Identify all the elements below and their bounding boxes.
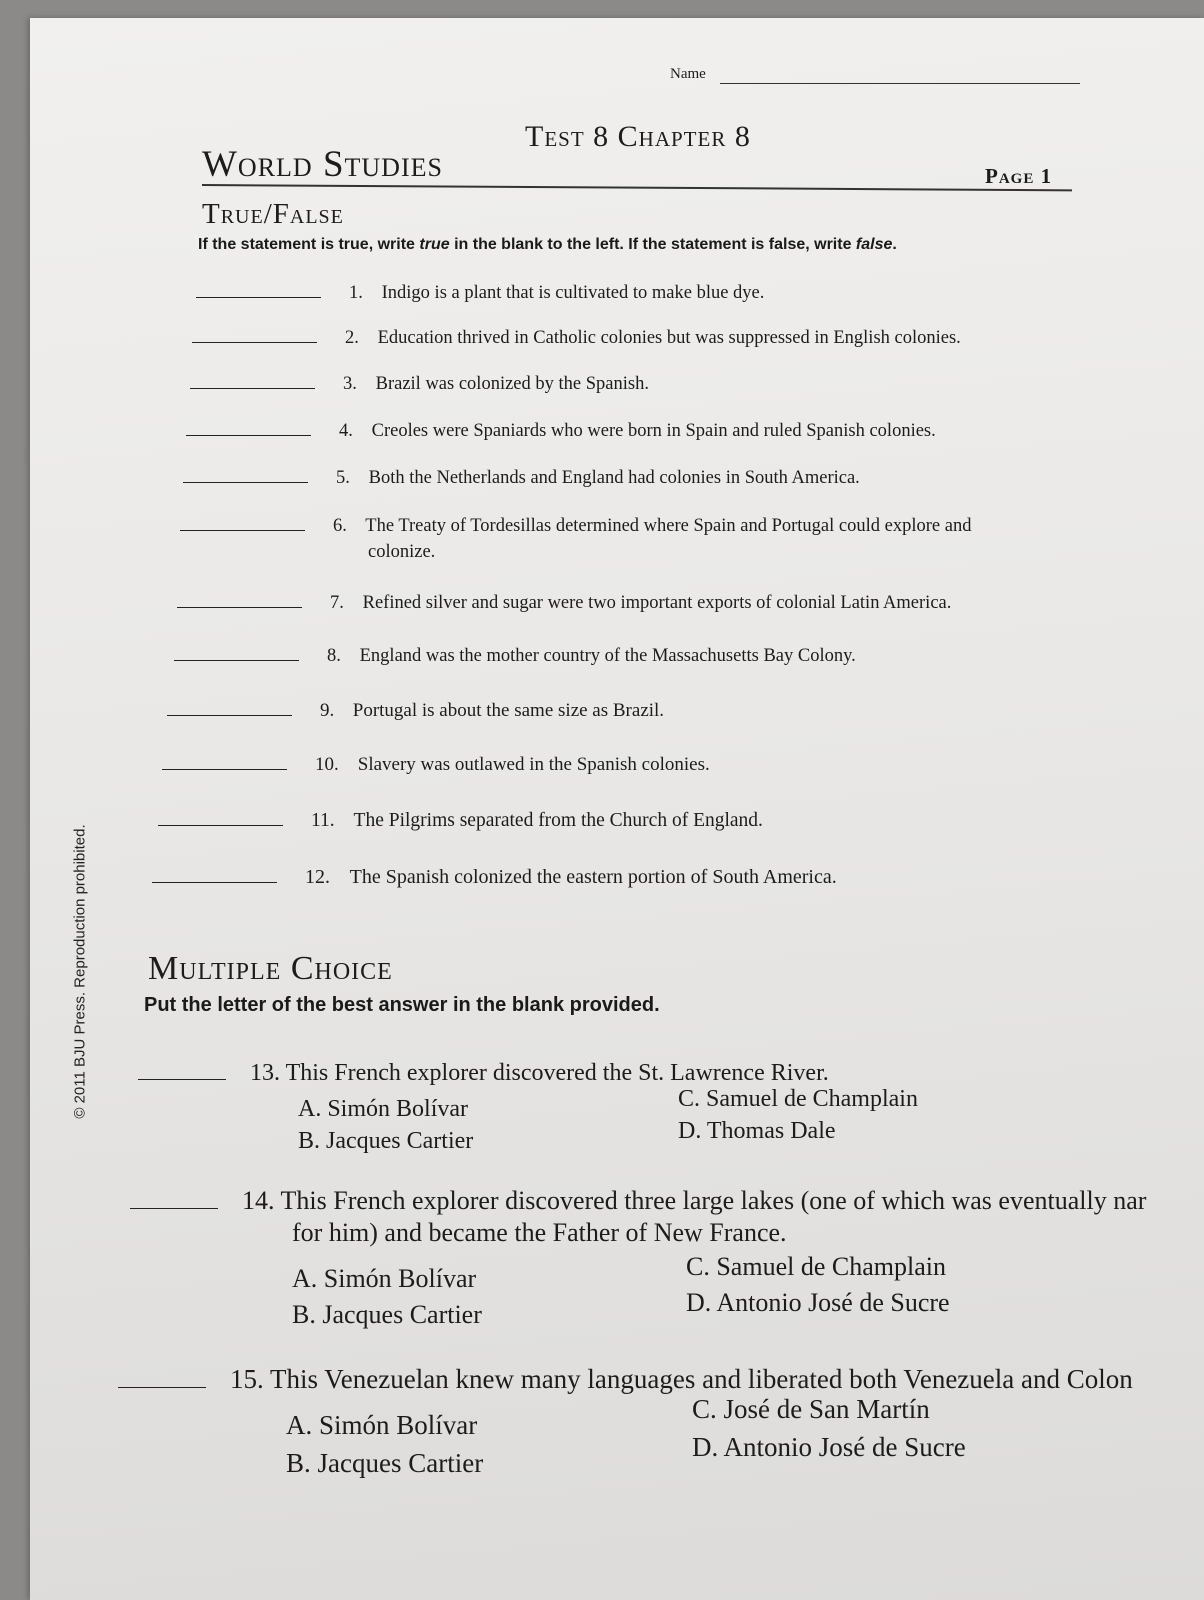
name-label: Name [670,66,706,82]
tf-item-9 [167,700,664,722]
instructions-part: . [892,236,897,253]
instructions-part: If the statement is true, write [198,236,420,253]
tf-item-6 [180,516,972,562]
answer-blank[interactable] [118,1386,206,1388]
page-label: Page 1 [985,164,1053,188]
tf-item-1 [196,283,764,304]
item-number: 5. [336,468,350,488]
instructions-part: in the blank to the left. If the statement is false, write [449,236,856,253]
item-number: 4. [339,421,353,441]
tf-item-5 [183,468,860,489]
question-text-continued: for him) and became the Father of New France. [292,1218,787,1247]
name-field[interactable] [720,83,1080,84]
answer-blank[interactable] [152,881,277,883]
question-number: 13. [250,1060,280,1086]
course-title: World Studies [202,144,443,185]
item-number: 11. [311,810,335,831]
question-number: 14. [242,1186,275,1215]
option-d: D. Antonio José de Sucre [686,1288,950,1317]
answer-blank[interactable] [192,341,317,343]
item-text-continued: colonize. [368,542,436,562]
option-c: C. Samuel de Champlain [678,1086,918,1112]
item-text: Indigo is a plant that is cultivated to make blue dye. [381,283,765,303]
worksheet-page [30,18,1204,1600]
answer-blank[interactable] [177,606,302,608]
true-false-title: True/False [202,198,344,230]
tf-item-3 [190,374,649,395]
item-number: 8. [327,646,341,666]
tf-item-4 [186,421,936,442]
question-text: This French explorer discovered the St. Lawrence River. [285,1060,829,1086]
answer-blank[interactable] [190,387,315,389]
question-text: This Venezuelan knew many languages and liberated both Venezuela and Colon [270,1364,1133,1394]
answer-blank[interactable] [158,824,283,826]
option-d: D. Antonio José de Sucre [692,1432,966,1462]
item-number: 9. [320,700,335,721]
item-text: England was the mother country of the Massachusetts Bay Colony. [359,646,856,666]
multiple-choice-title: Multiple Choice [148,950,393,987]
multiple-choice-instructions: Put the letter of the best answer in the blank provided. [144,994,660,1016]
test-title: Test 8 Chapter 8 [525,120,751,153]
item-number: 2. [345,328,359,348]
item-text: Both the Netherlands and England had colonies in South America. [368,468,860,488]
item-number: 7. [330,593,344,613]
option-b: B. Jacques Cartier [292,1300,482,1329]
answer-blank[interactable] [196,296,321,298]
mc-question-15 [118,1364,1133,1395]
option-a: A. Simón Bolívar [298,1096,469,1122]
mc-question-13 [138,1060,829,1087]
option-b: B. Jacques Cartier [286,1448,484,1478]
item-number: 10. [315,754,339,775]
tf-item-11 [158,810,763,832]
question-text: This French explorer discovered three large lakes (one of which was eventually nar [280,1186,1147,1215]
answer-blank[interactable] [138,1078,226,1080]
item-text: The Treaty of Tordesillas determined where Spain and Portugal could explore and [365,516,972,536]
tf-item-7 [177,593,951,614]
item-text: The Pilgrims separated from the Church of England. [353,810,763,831]
instructions-true-word: true [419,236,450,253]
tf-item-2 [192,328,961,349]
item-number: 12. [305,866,330,888]
answer-blank[interactable] [130,1207,218,1209]
item-text: Brazil was colonized by the Spanish. [375,374,649,394]
answer-blank[interactable] [180,529,305,531]
option-b: B. Jacques Cartier [298,1128,474,1154]
instructions-false-word: false [855,236,893,253]
item-text: The Spanish colonized the eastern portion of South America. [349,866,837,888]
option-c: C. José de San Martín [692,1394,930,1424]
option-a: A. Simón Bolívar [286,1410,478,1440]
item-number: 6. [333,516,347,536]
tf-item-12 [152,866,837,889]
tf-item-8 [174,646,856,667]
answer-blank[interactable] [183,481,308,483]
option-d: D. Thomas Dale [678,1118,836,1144]
question-number: 15. [230,1364,264,1394]
answer-blank[interactable] [162,768,287,770]
item-number: 3. [343,374,357,394]
item-text: Education thrived in Catholic colonies but was suppressed in English colonies. [377,328,961,348]
item-text: Slavery was outlawed in the Spanish colonies. [357,754,710,775]
true-false-instructions [198,236,897,254]
option-a: A. Simón Bolívar [292,1264,477,1293]
item-text: Portugal is about the same size as Brazil. [352,700,665,721]
option-c: C. Samuel de Champlain [686,1252,946,1281]
header-divider [202,184,1072,191]
answer-blank[interactable] [174,659,299,661]
answer-blank[interactable] [167,714,292,716]
tf-item-10 [162,754,710,776]
item-text: Creoles were Spaniards who were born in Spain and ruled Spanish colonies. [371,421,936,441]
mc-question-14 [130,1186,1146,1216]
item-text: Refined silver and sugar were two important exports of colonial Latin America. [362,593,952,613]
answer-blank[interactable] [186,434,311,436]
copyright-notice: © 2011 BJU Press. Reproduction prohibited. [71,824,89,1119]
item-number: 1. [349,283,363,303]
